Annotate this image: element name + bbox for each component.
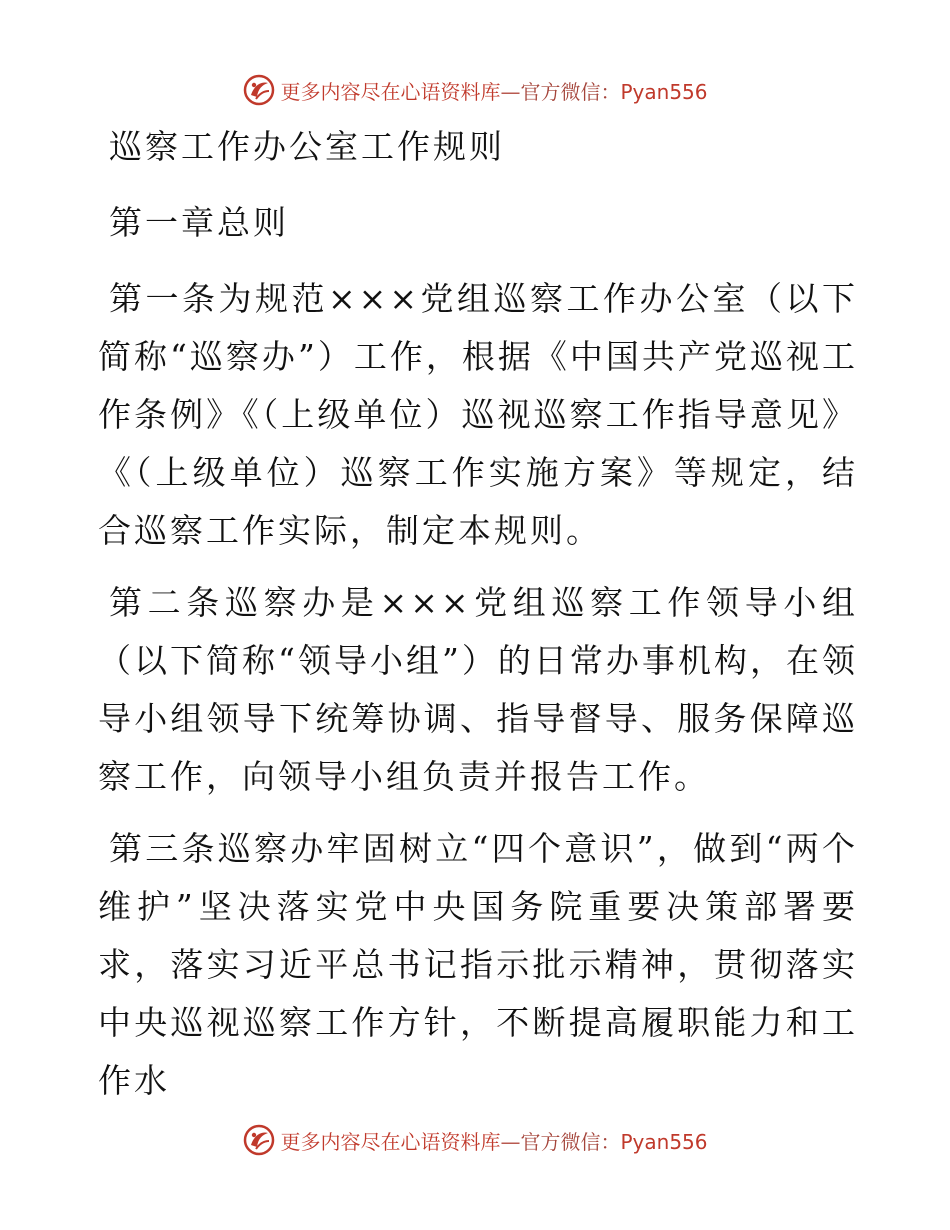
watermark-handle: Pyan556 xyxy=(620,1129,708,1154)
flame-swirl-icon xyxy=(242,1123,276,1157)
article-2-paragraph: 第二条巡察办是×××党组巡察工作领导小组（以下简称“领导小组”）的日常办事机构，在领导小组领导下统筹协调、指导督导、服务保障巡察工作，向领导小组负责并报告工作。 xyxy=(98,583,858,796)
document-title: 巡察工作办公室工作规则 xyxy=(109,127,505,166)
watermark-dash: — xyxy=(500,79,521,104)
watermark-header xyxy=(0,70,950,110)
watermark-label: 官方微信： xyxy=(520,1129,621,1154)
watermark-dash: — xyxy=(500,1129,521,1154)
watermark-label: 官方微信： xyxy=(520,79,621,104)
watermark-text xyxy=(280,76,707,105)
watermark-prefix: 更多内容尽在心语资料库 xyxy=(280,79,501,104)
flame-swirl-icon xyxy=(242,73,276,107)
watermark-text xyxy=(280,1126,707,1155)
article-1-paragraph: 第一条为规范×××党组巡察工作办公室（以下简称“巡察办”）工作，根据《中国共产党巡视工作条例》《（上级单位）巡视巡察工作指导意见》《（上级单位）巡察工作实施方案》等规定，结合巡察工作实际，制定本规则。 xyxy=(98,279,858,550)
watermark-footer xyxy=(0,1120,950,1160)
chapter-heading: 第一章总则 xyxy=(109,203,289,242)
watermark-prefix: 更多内容尽在心语资料库 xyxy=(280,1129,501,1154)
document-body xyxy=(98,118,858,1124)
article-3-paragraph: 第三条巡察办牢固树立“四个意识”，做到“两个维护”坚决落实党中央国务院重要决策部署要求，落实习近平总书记指示批示精神，贯彻落实中央巡视巡察工作方针，不断提高履职能力和工作水 xyxy=(98,829,858,1100)
watermark-handle: Pyan556 xyxy=(620,79,708,104)
